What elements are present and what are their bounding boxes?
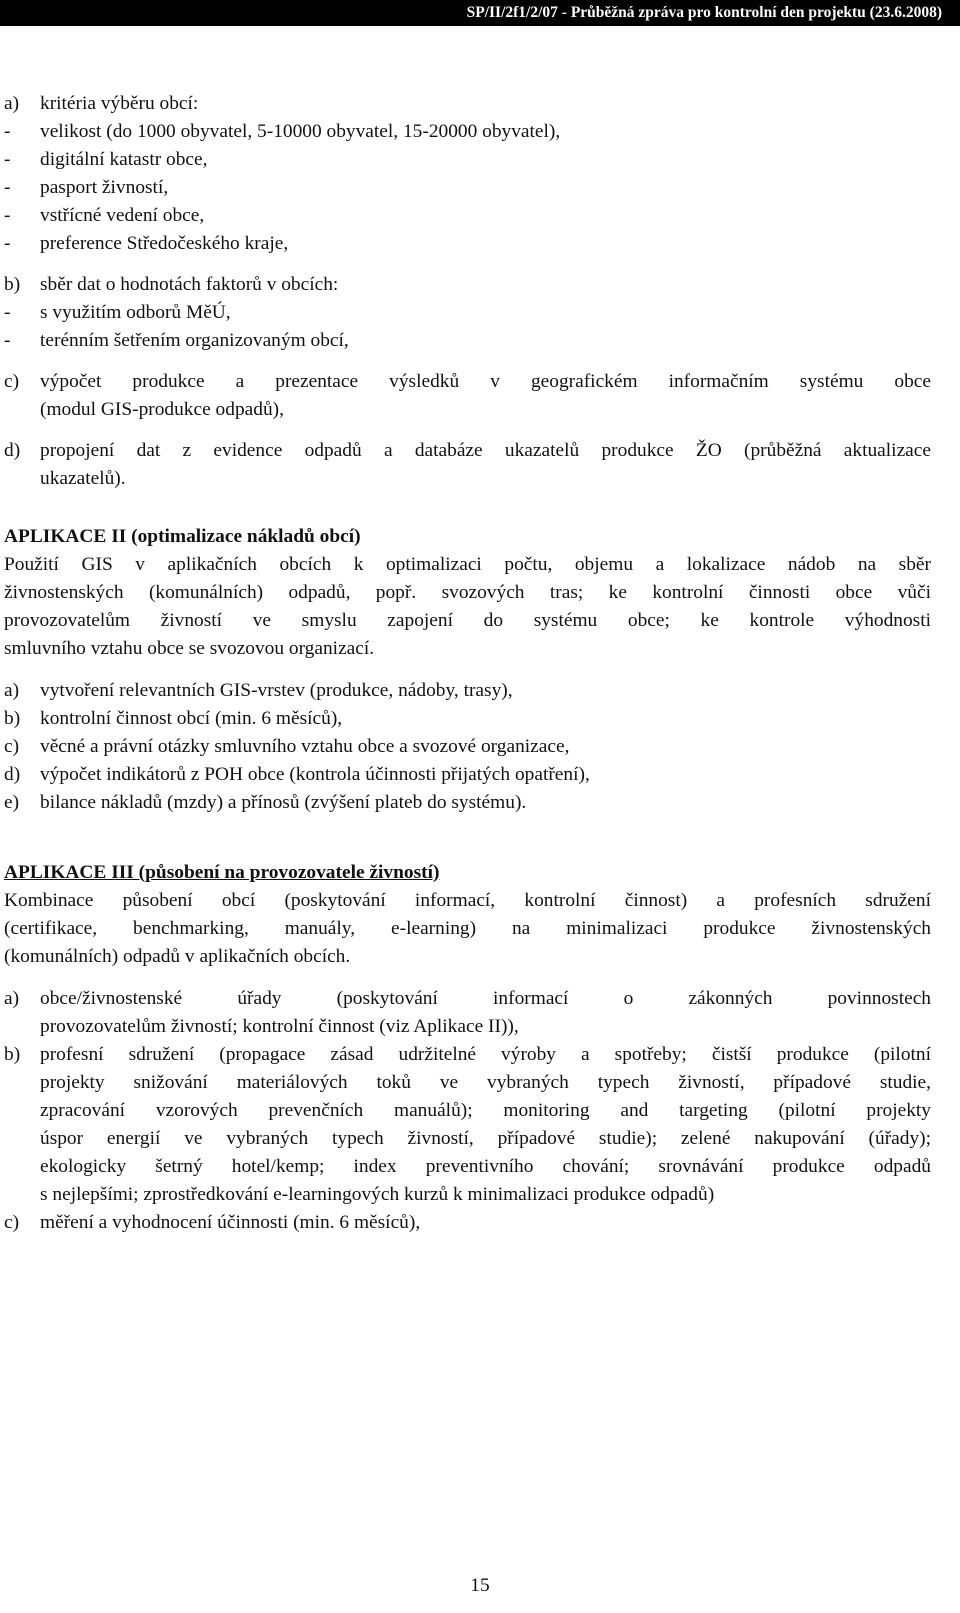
- list-item: c) věcné a právní otázky smluvního vztahu obce a svozové organizace,: [4, 736, 570, 757]
- list-item: b) profesní sdružení (propagace zásad udržitelné výroby a spotřeby; čistší produkce (pilotní: [4, 1044, 931, 1065]
- list-item: c) měření a vyhodnocení účinnosti (min. 6 měsíců),: [4, 1212, 421, 1233]
- list-item-continuation: úspor energií ve vybraných typech živností, případové studie); zelené nakupování (úřady);: [40, 1128, 931, 1149]
- list-item: - vstřícné vedení obce,: [4, 205, 205, 226]
- section-c: c) výpočet produkce a prezentace výsledků v geografickém informačním systému obce: [4, 371, 931, 392]
- list-item: e) bilance nákladů (mzdy) a přínosů (zvýšení plateb do systému).: [4, 792, 527, 813]
- list-item: - velikost (do 1000 obyvatel, 5-10000 obyvatel, 15-20000 obyvatel),: [4, 121, 561, 142]
- running-header-title: SP/II/2f1/2/07 - Průběžná zpráva pro kontrolní den projektu (23.6.2008): [466, 4, 942, 21]
- app2-heading: APLIKACE II (optimalizace nákladů obcí): [4, 526, 361, 547]
- app3-paragraph-line: (certifikace, benchmarking, manuály, e-learning) na minimalizaci produkce živnostenských: [4, 918, 931, 939]
- running-header: [0, 0, 960, 26]
- list-item-continuation: projekty snižování materiálových toků ve vybraných typech živností, případové studie,: [40, 1072, 931, 1093]
- list-item: a) vytvoření relevantních GIS-vrstev (produkce, nádoby, trasy),: [4, 680, 513, 701]
- app2-paragraph-line: smluvního vztahu obce se svozovou organizací.: [4, 638, 375, 659]
- section-a-title: a) kritéria výběru obcí:: [4, 93, 199, 114]
- app2-paragraph-line: provozovatelům živností ve smyslu zapojení do systému obce; ke kontrole výhodnosti: [4, 610, 931, 631]
- app2-paragraph-line: Použití GIS v aplikačních obcích k optimalizaci počtu, objemu a lokalizace nádob na sběr: [4, 554, 931, 575]
- list-item-continuation: zpracování vzorových prevenčních manuálů); monitoring and targeting (pilotní projekty: [40, 1100, 931, 1121]
- list-item-continuation: provozovatelům živností; kontrolní činnost (viz Aplikace II)),: [40, 1016, 519, 1037]
- section-d-continuation: ukazatelů).: [40, 468, 126, 489]
- list-item: - terénním šetřením organizovaným obcí,: [4, 330, 349, 351]
- list-item: - pasport živností,: [4, 177, 169, 198]
- list-item-continuation: s nejlepšími; zprostředkování e-learningových kurzů k minimalizaci produkce odpadů): [40, 1184, 715, 1205]
- app3-paragraph-line: (komunálních) odpadů v aplikačních obcích.: [4, 946, 351, 967]
- list-item: - preference Středočeského kraje,: [4, 233, 289, 254]
- section-b-title: b) sběr dat o hodnotách faktorů v obcích:: [4, 274, 339, 295]
- list-item: a) obce/živnostenské úřady (poskytování informací o zákonných povinnostech: [4, 988, 931, 1009]
- document-body: [4, 90, 954, 1237]
- section-c-continuation: (modul GIS-produkce odpadů),: [40, 399, 284, 420]
- list-item: - s využitím odborů MěÚ,: [4, 302, 231, 323]
- page-number: 15: [470, 1575, 490, 1596]
- app3-paragraph-line: Kombinace působení obcí (poskytování informací, kontrolní činnost) a profesních sdružení: [4, 890, 931, 911]
- list-item: b) kontrolní činnost obcí (min. 6 měsíců),: [4, 708, 343, 729]
- app2-paragraph-line: živnostenských (komunálních) odpadů, popř. svozových tras; ke kontrolní činnosti obce vůči: [4, 582, 931, 603]
- list-item: - digitální katastr obce,: [4, 149, 208, 170]
- app3-heading: APLIKACE III (působení na provozovatele živností): [4, 862, 440, 883]
- list-item: d) výpočet indikátorů z POH obce (kontrola účinnosti přijatých opatření),: [4, 764, 590, 785]
- list-item-continuation: ekologicky šetrný hotel/kemp; index preventivního chování; srovnávání produkce odpadů: [40, 1156, 931, 1177]
- section-d: d) propojení dat z evidence odpadů a databáze ukazatelů produkce ŽO (průběžná aktualizace: [4, 440, 931, 461]
